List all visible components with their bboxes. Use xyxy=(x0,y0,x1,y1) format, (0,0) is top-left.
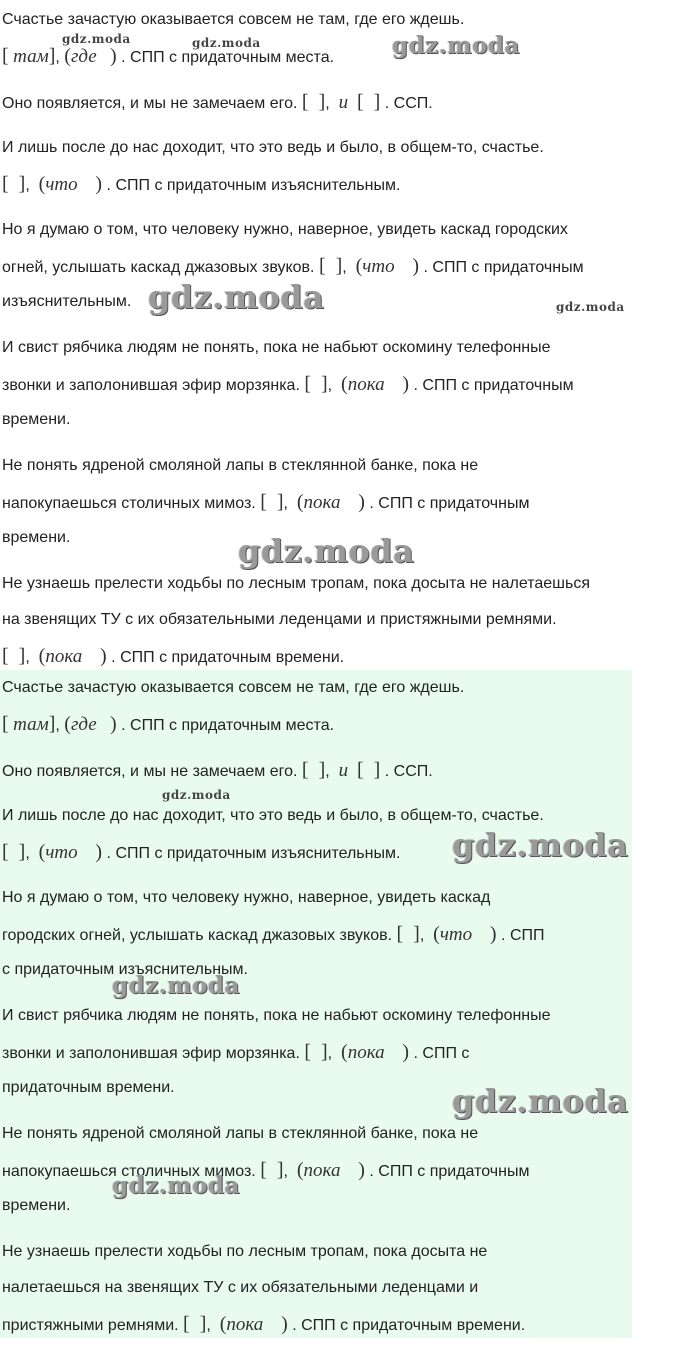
scheme-word: где xyxy=(70,714,97,735)
sentence-text: И лишь после до нас доходит, что это ведь и было, в общем-то, счастье. xyxy=(2,807,544,824)
sentence-text: налетаешься на звенящих ТУ с их обязательными леденцами и xyxy=(2,1279,479,1296)
scheme-word: что xyxy=(362,256,395,277)
scheme-word: что xyxy=(439,924,473,945)
scheme-word: пока xyxy=(303,492,341,513)
sentence-text: звонки и заполонившая эфир морзянка. [ ], (пока ) . СПП с придаточным xyxy=(2,373,574,395)
sentence-3 xyxy=(0,130,660,202)
sentence-text: городских огней, услышать каскад джазовых звуков. [ ], (что ) . СПП xyxy=(2,923,545,945)
sentence-type: . СПП с придаточным xyxy=(423,259,584,276)
sentence-text: И свист рябчика людям не понять, пока не набьют оскомину телефонные xyxy=(2,339,551,356)
watermark: gdz.moda xyxy=(556,300,625,314)
sentence-text: Но я думаю о том, что человеку нужно, наверное, увидеть каскад xyxy=(2,889,491,906)
scheme-word: там xyxy=(13,46,49,67)
sentence-scheme: [ ], (пока ) . СПП с придаточным времени. xyxy=(2,645,345,667)
scheme-word: пока xyxy=(303,1160,341,1181)
watermark: gdz.moda xyxy=(112,972,240,999)
sentence-type: . СПП с придаточным изъяснительным. xyxy=(106,845,401,862)
sentence-type-cont: изъяснительным. xyxy=(2,293,132,310)
sentence-scheme: [ там], (где ) . СПП с придаточным места. xyxy=(2,713,335,735)
sentence-text: напокупаешься столичных мимоз. [ ], (пока ) . СПП с придаточным xyxy=(2,1159,530,1181)
sentence-6 xyxy=(0,448,660,556)
sentence-text: И лишь после до нас доходит, что это ведь и было, в общем-то, счастье. xyxy=(2,139,544,156)
sentence-text-span: городских огней, услышать каскад джазовых звуков. xyxy=(2,927,393,944)
sentence-text: Оно появляется, и мы не замечаем его. [ ], и [ ] . ССП. xyxy=(2,759,433,781)
scheme-word: там xyxy=(13,714,49,735)
sentence-type-cont: времени. xyxy=(2,1197,71,1214)
sentence-5 xyxy=(0,330,660,438)
sentence-scheme: [ ], (что ) . СПП с придаточным изъяснительным. xyxy=(2,841,401,863)
sentence-text-span: Оно появляется, и мы не замечаем его. xyxy=(2,95,298,112)
sentence-type: . СПП с придаточным изъяснительным. xyxy=(106,177,401,194)
scheme-word: где xyxy=(70,46,97,67)
sentence-type-cont: времени. xyxy=(2,411,71,428)
sentence-text-span: огней, услышать каскад джазовых звуков. xyxy=(2,259,315,276)
watermark: gdz.moda xyxy=(162,788,231,802)
sentence-text-span: Оно появляется, и мы не замечаем его. xyxy=(2,763,298,780)
sentence-5 xyxy=(0,998,632,1106)
sentence-text: Но я думаю о том, что человеку нужно, наверное, увидеть каскад городских xyxy=(2,221,568,238)
sentence-text: пристяжными ремнями. [ ], (пока ) . СПП с придаточным времени. xyxy=(2,1313,526,1335)
watermark: gdz.moda xyxy=(452,1082,629,1120)
sentence-text: Не узнаешь прелести ходьбы по лесным тропам, пока досыта не xyxy=(2,1243,488,1260)
sentence-type: . СПП с xyxy=(413,1045,470,1062)
watermark: gdz.moda xyxy=(238,532,415,570)
sentence-type-cont: с придаточным изъяснительным. xyxy=(2,961,248,978)
sentence-4 xyxy=(0,880,632,988)
sentence-text: Счастье зачастую оказывается совсем не там, где его ждешь. xyxy=(2,679,465,696)
sentence-text: звонки и заполонившая эфир морзянка. [ ], (пока ) . СПП с xyxy=(2,1041,470,1063)
sentence-type: . СПП с придаточным xyxy=(369,495,530,512)
sentence-text-span: звонки и заполонившая эфир морзянка. xyxy=(2,1045,300,1062)
sentence-3 xyxy=(0,798,632,870)
sentence-text: огней, услышать каскад джазовых звуков. [ ], (что ) . СПП с придаточным xyxy=(2,255,584,277)
sentence-text: И свист рябчика людям не понять, пока не набьют оскомину телефонные xyxy=(2,1007,551,1024)
watermark: gdz.moda xyxy=(62,32,131,46)
answer-block-original xyxy=(0,2,660,674)
watermark: gdz.moda xyxy=(452,826,629,864)
sentence-6 xyxy=(0,1116,632,1224)
scheme-word: что xyxy=(45,174,78,195)
sentence-scheme: [ там], (где ) . СПП с придаточным места. xyxy=(2,45,335,67)
sentence-7 xyxy=(0,566,660,674)
sentence-type-cont: придаточным времени. xyxy=(2,1079,175,1096)
sentence-type: . СПП xyxy=(501,927,545,944)
watermark: gdz.moda xyxy=(392,32,520,59)
sentence-text-span: пристяжными ремнями. xyxy=(2,1317,179,1334)
sentence-text-span: звонки и заполонившая эфир морзянка. xyxy=(2,377,300,394)
sentence-type: . СПП с придаточным времени. xyxy=(292,1317,526,1334)
sentence-text: Не понять ядреной смоляной лапы в стеклянной банке, пока не xyxy=(2,457,479,474)
scheme-word: пока xyxy=(347,374,385,395)
sentence-type: . ССП. xyxy=(384,95,433,112)
sentence-1 xyxy=(0,2,660,74)
sentence-type: . ССП. xyxy=(384,763,433,780)
scheme-word: и xyxy=(338,92,349,113)
sentence-text-span: напокупаешься столичных мимоз. xyxy=(2,1163,256,1180)
scheme-word: пока xyxy=(226,1314,264,1335)
sentence-2 xyxy=(0,752,632,788)
sentence-1 xyxy=(0,670,632,742)
sentence-text: напокупаешься столичных мимоз. [ ], (пока ) . СПП с придаточным xyxy=(2,491,530,513)
answer-block-highlighted xyxy=(0,670,632,1338)
watermark: gdz.moda xyxy=(148,278,325,316)
sentence-type: . СПП с придаточным места. xyxy=(121,49,335,66)
sentence-type: . СПП с придаточным xyxy=(413,377,574,394)
scheme-word: пока xyxy=(45,646,83,667)
sentence-type: . СПП с придаточным времени. xyxy=(111,649,345,666)
sentence-text: Не понять ядреной смоляной лапы в стеклянной банке, пока не xyxy=(2,1125,479,1142)
scheme-word: и xyxy=(338,760,349,781)
sentence-type: . СПП с придаточным места. xyxy=(121,717,335,734)
sentence-text: Оно появляется, и мы не замечаем его. [ ], и [ ] . ССП. xyxy=(2,91,433,113)
scheme-word: пока xyxy=(347,1042,385,1063)
sentence-7 xyxy=(0,1234,632,1342)
sentence-text: Счастье зачастую оказывается совсем не там, где его ждешь. xyxy=(2,11,465,28)
sentence-2 xyxy=(0,84,660,120)
sentence-type-cont: времени. xyxy=(2,529,71,546)
sentence-text: на звенящих ТУ с их обязательными леденцами и пристяжными ремнями. xyxy=(2,611,557,628)
sentence-scheme: [ ], (что ) . СПП с придаточным изъяснительным. xyxy=(2,173,401,195)
sentence-4 xyxy=(0,212,660,320)
watermark: gdz.moda xyxy=(112,1172,240,1199)
sentence-text-span: напокупаешься столичных мимоз. xyxy=(2,495,256,512)
sentence-type: . СПП с придаточным xyxy=(369,1163,530,1180)
scheme-word: что xyxy=(45,842,78,863)
sentence-text: Не узнаешь прелести ходьбы по лесным тропам, пока досыта не налетаешься xyxy=(2,575,590,592)
watermark: gdz.moda xyxy=(192,36,261,50)
